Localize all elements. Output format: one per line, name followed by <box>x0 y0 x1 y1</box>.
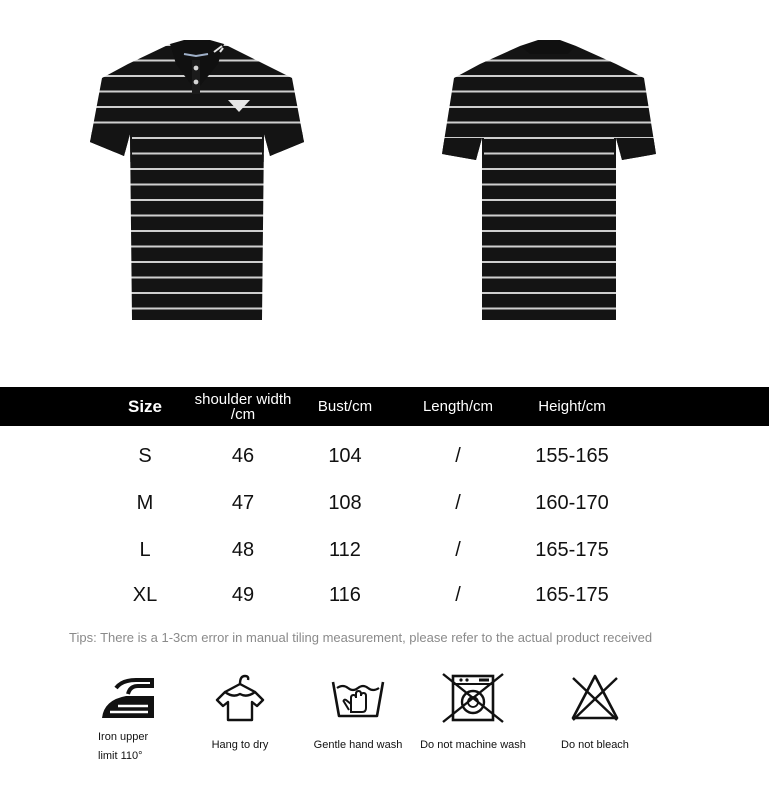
care-label: Hang to dry <box>211 739 269 751</box>
table-row <box>0 441 769 471</box>
table-row <box>0 488 769 518</box>
care-label: Do not bleach <box>561 739 629 751</box>
cell-bust: 104 <box>328 444 362 467</box>
table-row <box>0 535 769 565</box>
header-shoulder-line2: /cm <box>230 405 256 423</box>
polo-back-illustration <box>440 38 658 322</box>
care-hang-dry <box>202 672 278 755</box>
care-label: Gentle hand wash <box>313 739 403 751</box>
header-shoulder-width <box>180 387 306 426</box>
cell-length: / <box>455 538 461 561</box>
cell-shoulder: 46 <box>231 444 255 467</box>
care-no-bleach <box>552 672 638 755</box>
header-height: Height/cm <box>538 398 606 415</box>
cell-size: L <box>139 538 151 561</box>
cell-size: M <box>136 491 154 514</box>
cell-bust: 116 <box>329 583 361 606</box>
hanger-shirt-icon <box>215 672 265 724</box>
shirt-back-image <box>440 38 658 322</box>
cell-bust: 112 <box>329 538 361 561</box>
care-label-line1: Iron upper <box>98 731 149 743</box>
hand-wash-icon <box>329 672 387 724</box>
cell-height: 165-175 <box>535 583 609 606</box>
care-hand-wash <box>306 672 410 755</box>
cell-length: / <box>455 491 461 514</box>
header-shoulder-line1: shoulder width <box>194 390 292 408</box>
care-label: Do not machine wash <box>420 739 526 751</box>
care-iron <box>92 672 162 766</box>
size-table <box>0 387 769 606</box>
cell-size: S <box>138 444 152 467</box>
cell-size: XL <box>132 583 158 606</box>
size-table-header <box>0 387 769 426</box>
header-size: Size <box>127 397 163 416</box>
cell-bust: 108 <box>328 491 362 514</box>
cell-height: 165-175 <box>535 538 609 561</box>
cell-shoulder: 49 <box>231 583 255 606</box>
header-bust: Bust/cm <box>317 398 373 415</box>
cell-length: / <box>455 583 461 606</box>
care-no-machine-wash <box>414 672 532 755</box>
shirt-front-image <box>88 38 306 322</box>
cell-height: 155-165 <box>535 444 609 467</box>
iron-icon <box>96 672 158 724</box>
care-label-line2: limit 110° <box>98 750 143 762</box>
table-row <box>0 580 769 610</box>
polo-front-illustration <box>88 38 306 322</box>
cell-shoulder: 47 <box>231 491 255 514</box>
no-bleach-icon <box>569 672 621 724</box>
measurement-tips: Tips: There is a 1-3cm error in manual tiling measurement, please refer to the actual product received <box>69 630 653 645</box>
cell-length: / <box>455 444 461 467</box>
header-length: Length/cm <box>422 398 494 415</box>
cell-height: 160-170 <box>535 491 609 514</box>
no-machine-wash-icon <box>441 672 505 724</box>
cell-shoulder: 48 <box>231 538 255 561</box>
